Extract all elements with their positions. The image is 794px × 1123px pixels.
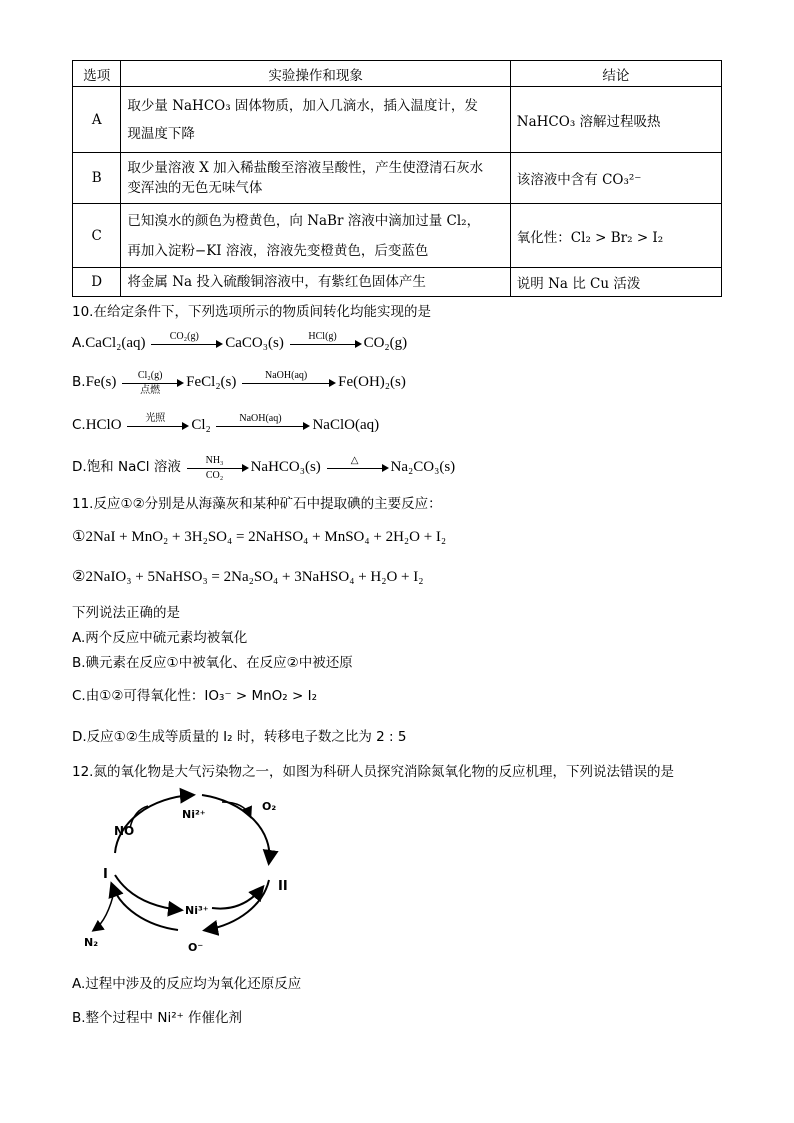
q11-option-b: B.碘元素在反应①中被氧化、在反应②中被还原 <box>72 655 353 671</box>
table-row <box>73 153 722 204</box>
option-prefix: D. <box>72 459 87 475</box>
arrow-condition: △ <box>350 454 359 466</box>
operation-line: 取少量 NaHCO₃ 固体物质，加入几滴水，插入温度计，发 <box>127 97 478 114</box>
q10-option-b <box>72 369 406 396</box>
arrow-condition: NaOH(aq) <box>239 412 282 424</box>
substance: FeCl₂(s) <box>186 374 237 390</box>
operation-line: 取少量溶液 X 加入稀盐酸至溶液呈酸性，产生使澄清石灰水 <box>127 160 484 176</box>
substance: 饱和 NaCl 溶液 <box>86 459 181 475</box>
reaction-mechanism-diagram <box>72 780 312 955</box>
reaction-arrow <box>122 369 184 396</box>
substance: Fe(OH)₂(s) <box>338 374 406 390</box>
arrow-condition: CO₂(g) <box>169 330 199 342</box>
q10-option-a <box>72 330 408 352</box>
operation-line: 已知溴水的颜色为橙黄色，向 NaBr 溶液中滴加过量 Cl₂， <box>127 212 481 229</box>
substance: CaCl₂(aq) <box>85 335 146 351</box>
q11-option-c: C.由①②可得氧化性：IO₃⁻ > MnO₂ > I₂ <box>72 688 317 704</box>
experiment-table <box>72 60 722 297</box>
row-operation <box>121 204 510 268</box>
substance: CO₂(g) <box>363 335 408 351</box>
reaction-arrow <box>216 412 310 433</box>
header-option: 选项 <box>73 61 121 87</box>
header-conclusion: 结论 <box>510 61 721 87</box>
reaction-arrow <box>242 369 336 390</box>
table-header-row <box>73 61 722 87</box>
reaction-arrow <box>127 412 189 433</box>
cycle-arc-upper-right <box>202 795 269 862</box>
label-ni3: Ni³⁺ <box>185 904 209 917</box>
n2-output-arrow <box>94 888 115 930</box>
substance: Cl₂ <box>191 417 211 433</box>
option-prefix: A. <box>72 335 86 351</box>
label-n2: N₂ <box>84 936 99 949</box>
q11-question: 下列说法正确的是 <box>72 605 180 621</box>
row-option: C <box>73 204 121 268</box>
q12-title: 12.氮的氧化物是大气污染物之一，如图为科研人员探究消除氮氧化物的反应机理，下列说法错误的是 <box>72 764 674 780</box>
reaction-arrow <box>151 330 223 351</box>
q10-option-c <box>72 412 380 434</box>
label-ni2: Ni²⁺ <box>182 808 206 821</box>
q11-option-a: A.两个反应中硫元素均被氧化 <box>72 630 248 646</box>
arrow-condition: CO₂ <box>205 469 224 481</box>
operation-line: 现温度下降 <box>127 125 195 142</box>
row-operation <box>121 153 510 204</box>
q11-equation-2: ②2NaIO₃ + 5NaHSO₃ = 2Na₂SO₄ + 3NaHSO₄ + H₂O + I₂ <box>72 569 424 585</box>
q10-option-d <box>72 454 456 481</box>
operation-line: 变浑浊的无色无味气体 <box>127 180 263 196</box>
table-row <box>73 87 722 153</box>
reaction-arrow <box>290 330 362 351</box>
row-conclusion: NaHCO₃ 溶解过程吸热 <box>510 87 721 153</box>
arrow-condition: 光照 <box>145 412 166 424</box>
table-row <box>73 204 722 268</box>
label-o-minus: O⁻ <box>188 941 204 954</box>
option-prefix: C. <box>72 417 86 433</box>
row-conclusion: 该溶液中含有 CO₃²⁻ <box>510 153 721 204</box>
substance: Na₂CO₃(s) <box>390 459 456 475</box>
q12-option-a: A.过程中涉及的反应均为氧化还原反应 <box>72 976 302 992</box>
substance: CaCO₃(s) <box>225 335 284 351</box>
row-option: D <box>73 268 121 297</box>
row-conclusion: 氧化性：Cl₂ > Br₂ > I₂ <box>510 204 721 268</box>
q11-option-d: D.反应①②生成等质量的 I₂ 时，转移电子数之比为 2 : 5 <box>72 729 407 745</box>
row-operation: 将金属 Na 投入硫酸铜溶液中，有紫红色固体产生 <box>121 268 510 297</box>
q10-title: 10.在给定条件下，下列选项所示的物质间转化均能实现的是 <box>72 304 431 320</box>
row-option: B <box>73 153 121 204</box>
o2-output-arrow <box>222 802 250 816</box>
reaction-arrow <box>187 454 249 481</box>
substance: HClO <box>85 417 122 433</box>
label-no: NO <box>114 824 135 838</box>
substance: NaHCO₃(s) <box>250 459 321 475</box>
substance: NaClO(aq) <box>312 417 380 433</box>
label-step-2: II <box>278 879 288 894</box>
q11-title: 11.反应①②分别是从海藻灰和某种矿石中提取碘的主要反应： <box>72 496 442 512</box>
table-row <box>73 268 722 297</box>
option-prefix: B. <box>72 374 86 390</box>
header-operation: 实验操作和现象 <box>121 61 510 87</box>
operation-line: 再加入淀粉−KI 溶液，溶液先变橙黄色，后变蓝色 <box>127 242 429 259</box>
row-operation <box>121 87 510 153</box>
q11-equation-1: ①2NaI + MnO₂ + 3H₂SO₄ = 2NaHSO₄ + MnSO₄ + 2H₂O + I₂ <box>72 529 447 545</box>
label-step-1: I <box>103 867 108 882</box>
arrow-condition: NH₃ <box>205 454 224 466</box>
arrow-condition: HCl(g) <box>308 330 337 342</box>
row-option: A <box>73 87 121 153</box>
row-conclusion: 说明 Na 比 Cu 活泼 <box>510 268 721 297</box>
q12-option-b: B.整个过程中 Ni²⁺ 作催化剂 <box>72 1010 243 1026</box>
reaction-arrow <box>327 454 389 475</box>
arrow-condition: NaOH(aq) <box>265 369 308 381</box>
arrow-condition: Cl₂(g) <box>137 369 163 381</box>
label-o2: O₂ <box>262 800 277 813</box>
arrow-condition: 点燃 <box>140 384 161 396</box>
substance: Fe(s) <box>85 374 117 390</box>
